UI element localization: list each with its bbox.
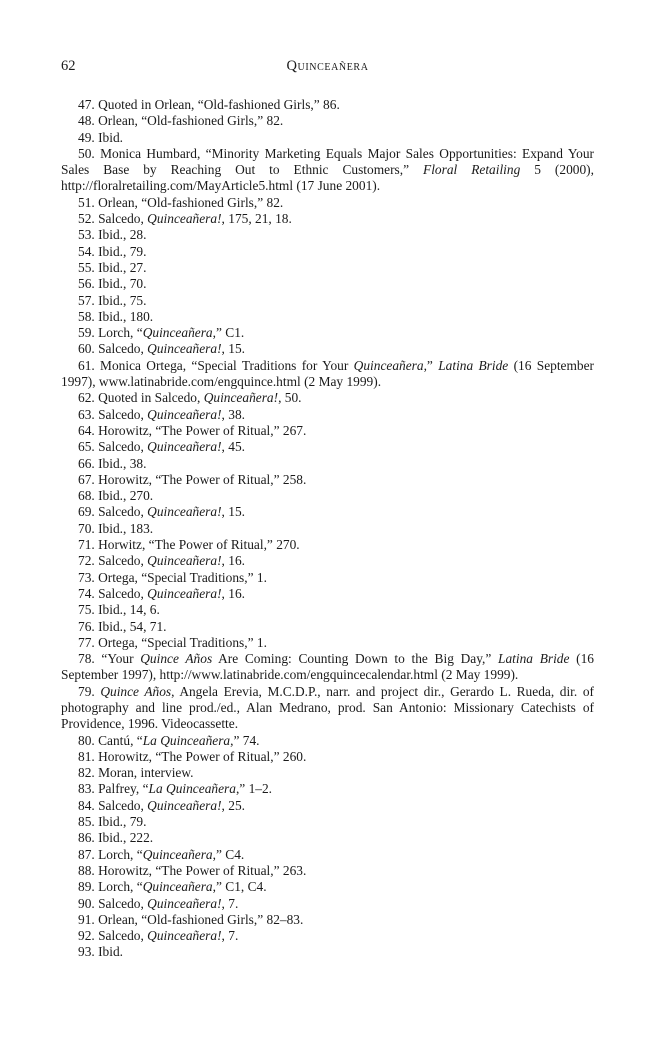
endnote-text: , 45. — [221, 439, 245, 455]
endnote-text: 56. Ibid., 70. — [78, 276, 147, 292]
endnote-italic-text: Quinceañera! — [147, 341, 222, 357]
endnote — [61, 537, 594, 553]
endnote — [61, 488, 594, 504]
endnote-text: 88. Horowitz, “The Power of Ritual,” 263. — [78, 862, 307, 878]
endnote — [61, 130, 594, 146]
endnote-text: 66. Ibid., 38. — [78, 455, 147, 471]
endnote — [61, 341, 594, 357]
endnote-italic-text: Quinceañera! — [147, 504, 222, 520]
endnote-text: 81. Horowitz, “The Power of Ritual,” 260. — [78, 748, 307, 764]
endnote — [61, 651, 594, 684]
endnote-text: , 50. — [278, 390, 302, 406]
endnote-italic-text: Quinceañera! — [203, 390, 279, 406]
endnote-text: 82. Moran, interview. — [78, 765, 194, 781]
endnote-text: ,” — [423, 357, 439, 373]
endnote-italic-text: Quinceañera — [142, 846, 213, 862]
endnote-text: 80. Cantú, “ — [78, 732, 143, 748]
endnote-text: 59. Lorch, “ — [78, 325, 143, 341]
endnote-italic-text: Quinceañera! — [147, 797, 222, 813]
endnote-italic-text: Floral Retailing — [423, 162, 521, 178]
endnote-text: 57. Ibid., 75. — [78, 292, 147, 308]
endnote-text: 54. Ibid., 79. — [78, 243, 147, 259]
endnote — [61, 390, 594, 406]
endnote — [61, 456, 594, 472]
endnote-text: , 16. — [221, 553, 245, 569]
endnote — [61, 733, 594, 749]
endnote-text: , 15. — [221, 504, 245, 520]
endnotes-list — [61, 97, 594, 961]
endnote — [61, 276, 594, 292]
endnote-text: 70. Ibid., 183. — [78, 520, 154, 536]
endnote-italic-text: Quinceañera! — [147, 895, 222, 911]
endnote-text: 55. Ibid., 27. — [78, 259, 147, 275]
endnote-text: , 7. — [221, 928, 239, 944]
endnote — [61, 847, 594, 863]
endnote — [61, 227, 594, 243]
endnote — [61, 553, 594, 569]
endnote-text: 76. Ibid., 54, 71. — [78, 618, 167, 634]
endnote-italic-text: Quinceañera! — [147, 439, 222, 455]
endnote-text: 60. Salcedo, — [78, 341, 148, 357]
endnote-text: 47. Quoted in Orlean, “Old-fashioned Girls,” 86. — [78, 97, 340, 112]
endnote — [61, 146, 594, 195]
running-title: Quinceañera — [286, 58, 369, 74]
endnote — [61, 570, 594, 586]
endnote-italic-text: La Quinceañera — [142, 732, 231, 748]
endnote-text: 72. Salcedo, — [78, 553, 148, 569]
endnote — [61, 928, 594, 944]
endnote-text: 89. Lorch, “ — [78, 879, 143, 895]
endnote-text: 85. Ibid., 79. — [78, 814, 147, 830]
endnote-text: (16 September 1997), http://www.latinabride.com/engquincecalendar.html (2 May 1999). — [61, 651, 594, 683]
endnote — [61, 97, 594, 113]
endnote — [61, 814, 594, 830]
endnote-italic-text: Quinceañera — [142, 325, 213, 341]
endnote-italic-text: Quince Años — [140, 651, 213, 667]
endnote — [61, 602, 594, 618]
endnote — [61, 113, 594, 129]
endnote — [61, 830, 594, 846]
endnote-text: Are Coming: Counting Down to the Big Day,” — [212, 651, 499, 667]
endnote-text: 50. Monica Humbard, “Minority Marketing Equals Major Sales Opportunities: Expand Your Sales Base by Reaching Out to Ethnic Customers,” — [61, 145, 594, 178]
endnote-text: 69. Salcedo, — [78, 504, 148, 520]
endnote-text: ,” C1, C4. — [212, 879, 267, 895]
endnote-italic-text: Quinceañera! — [147, 928, 222, 944]
endnote-italic-text: Quinceañera — [353, 357, 424, 373]
endnote-italic-text: Quince Años — [100, 683, 172, 699]
endnote-text: 51. Orlean, “Old-fashioned Girls,” 82. — [78, 194, 284, 210]
endnote-text: , 175, 21, 18. — [221, 211, 292, 227]
endnote-text: 68. Ibid., 270. — [78, 488, 154, 504]
endnote-text: 77. Ortega, “Special Traditions,” 1. — [78, 634, 267, 650]
endnote-text: 79. — [78, 683, 101, 699]
endnote-italic-text: La Quinceañera — [148, 781, 236, 797]
endnote-italic-text: Quinceañera! — [147, 406, 222, 422]
endnote-text: 67. Horowitz, “The Power of Ritual,” 258. — [78, 471, 307, 487]
endnote-text: 78. “Your — [78, 651, 141, 667]
endnote — [61, 879, 594, 895]
endnote — [61, 749, 594, 765]
endnote-text: 61. Monica Ortega, “Special Traditions for Your — [78, 357, 354, 373]
endnote — [61, 619, 594, 635]
endnote — [61, 798, 594, 814]
endnote — [61, 684, 594, 733]
endnote-italic-text: Quinceañera — [142, 879, 213, 895]
endnote — [61, 423, 594, 439]
endnote-text: 91. Orlean, “Old-fashioned Girls,” 82–83. — [78, 911, 304, 927]
endnote-text: , Angela Erevia, M.C.D.P., narr. and project dir., Gerardo L. Rueda, dir. of photography and line prod./ed., Alan Medrano, prod. San Antonio: Missionary Catechists of Providence, 1996. Videocassette. — [61, 683, 594, 732]
endnote-text: 71. Horwitz, “The Power of Ritual,” 270. — [78, 537, 300, 553]
endnote-text: , 16. — [221, 585, 245, 601]
endnote-text: 74. Salcedo, — [78, 585, 148, 601]
endnote — [61, 358, 594, 391]
endnote — [61, 586, 594, 602]
endnote — [61, 325, 594, 341]
page-number: 62 — [61, 58, 76, 74]
endnote-italic-text: Latina Bride — [438, 357, 509, 373]
endnote-text: 63. Salcedo, — [78, 406, 148, 422]
endnote-text: , 38. — [221, 406, 245, 422]
endnote-text: 92. Salcedo, — [78, 928, 148, 944]
endnote-text: 53. Ibid., 28. — [78, 227, 147, 243]
endnote — [61, 896, 594, 912]
endnote-text: ,” 74. — [230, 732, 260, 748]
endnote — [61, 195, 594, 211]
endnote-italic-text: Latina Bride — [498, 651, 570, 667]
endnote-text: 90. Salcedo, — [78, 895, 148, 911]
endnote-text: 84. Salcedo, — [78, 797, 148, 813]
endnote-text: 58. Ibid., 180. — [78, 308, 154, 324]
endnote-text: 65. Salcedo, — [78, 439, 148, 455]
endnote — [61, 635, 594, 651]
endnote — [61, 244, 594, 260]
endnote-text: 75. Ibid., 14, 6. — [78, 602, 160, 618]
endnote — [61, 309, 594, 325]
endnote-text: 93. Ibid. — [78, 944, 124, 960]
endnote-text: ,” C1. — [212, 325, 245, 341]
endnote — [61, 260, 594, 276]
endnote-text: ,” 1–2. — [235, 781, 273, 797]
endnote-text: 73. Ortega, “Special Traditions,” 1. — [78, 569, 267, 585]
endnote — [61, 781, 594, 797]
endnote — [61, 504, 594, 520]
endnote — [61, 439, 594, 455]
endnote-text: (16 September 1997), www.latinabride.com/engquince.html (2 May 1999). — [61, 357, 595, 390]
endnote-italic-text: Quinceañera! — [147, 585, 222, 601]
endnote-text: 83. Palfrey, “ — [78, 781, 149, 797]
endnote — [61, 765, 594, 781]
endnote-text: 64. Horowitz, “The Power of Ritual,” 267. — [78, 422, 307, 438]
endnote — [61, 211, 594, 227]
endnote — [61, 912, 594, 928]
endnote-text: ,” C4. — [212, 846, 245, 862]
endnote-text: 87. Lorch, “ — [78, 846, 143, 862]
endnote — [61, 293, 594, 309]
endnote — [61, 863, 594, 879]
endnote-italic-text: Quinceañera! — [147, 211, 222, 227]
endnote-text: 5 (2000), http://floralretailing.com/MayArticle5.html (17 June 2001). — [61, 162, 594, 194]
endnote-text: , 7. — [221, 895, 239, 911]
endnote-text: , 25. — [221, 797, 245, 813]
endnote-text: 49. Ibid. — [78, 129, 124, 145]
endnote — [61, 521, 594, 537]
endnote-text: 62. Quoted in Salcedo, — [78, 390, 204, 406]
endnote-text: 52. Salcedo, — [78, 211, 148, 227]
endnote — [61, 944, 594, 960]
endnote — [61, 407, 594, 423]
endnote-italic-text: Quinceañera! — [147, 553, 222, 569]
endnote-text: 86. Ibid., 222. — [78, 830, 154, 846]
running-head — [61, 58, 594, 78]
endnote — [61, 472, 594, 488]
endnote-text: , 15. — [221, 341, 245, 357]
endnote-text: 48. Orlean, “Old-fashioned Girls,” 82. — [78, 113, 284, 129]
